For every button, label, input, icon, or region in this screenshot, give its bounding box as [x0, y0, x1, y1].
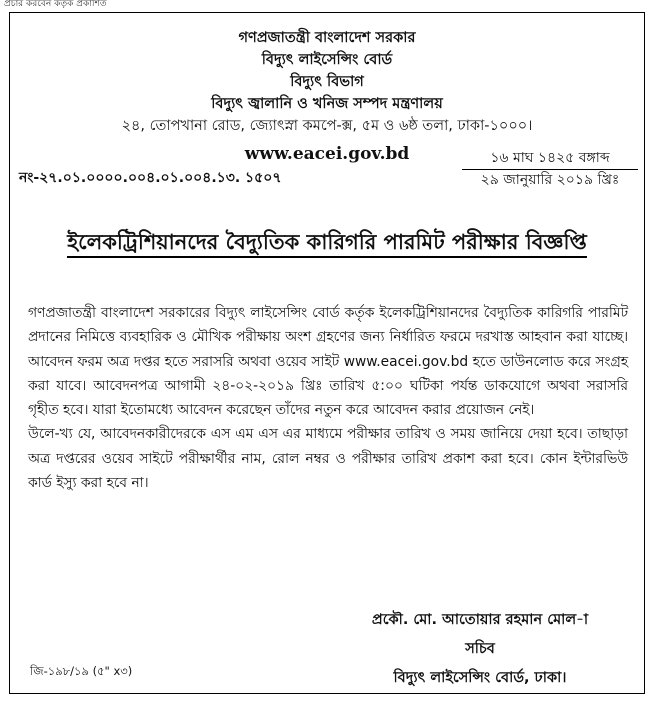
body-paragraph-2: উলে-খ্য যে, আবেদনকারীদেরকে এস এম এস এর মাধ্যমে পরীক্ষার তারিখ ও সময় জানিয়ে দেয়া হবে। তাছাড়া অত্র দপ্তরের ওয়েব সাইটে পরীক্ষার্থীর নাম, রোল নম্বর ও পরীক্ষার তারিখ প্রকাশ করা হবে। কোন ইন্টারভিউ কার্ড ইস্যু করা হবে না। — [28, 426, 629, 492]
division-name: বিদ্যুৎ বিভাগ — [290, 74, 364, 90]
notice-title — [10, 226, 644, 261]
notice-frame — [9, 12, 645, 694]
signatory-name: প্রকৌ. মো. আতোয়ার রহমান মোল-া — [371, 612, 589, 628]
signature-block — [340, 606, 620, 693]
website-url: www.eacei.gov.bd — [244, 144, 410, 164]
date-block — [462, 148, 638, 191]
ad-reference-code: জি-১৯৮/১৯ (৫" x৩) — [30, 664, 133, 678]
top-clipped-text: প্রচার করবেন কর্তৃক প্রকাশিত — [4, 0, 107, 8]
letterhead — [10, 27, 644, 137]
signatory-designation: সচিব — [465, 641, 495, 657]
signatory-office: বিদ্যুৎ লাইসেন্সিং বোর্ড, ঢাকা। — [393, 670, 567, 686]
notice-body — [28, 301, 628, 495]
board-name: বিদ্যুৎ লাইসেন্সিং বোর্ড — [261, 52, 393, 68]
office-address: ২৪, তোপখানা রোড, জ্যোৎস্না কমপে-ক্স, ৫ম ও ৬ষ্ঠ তলা, ঢাকা-১০০০। — [121, 118, 533, 134]
memo-number: নং-২৭.০১.০০০০.০০৪.০১.০০৪.১৩. ১৫০৭ — [19, 170, 282, 186]
bangla-date: ১৬ মাঘ ১৪২৫ বঙ্গাব্দ — [462, 148, 638, 170]
government-name: গণপ্রজাতন্ত্রী বাংলাদেশ সরকার — [238, 30, 416, 46]
gregorian-date: ২৯ জানুয়ারি ২০১৯ খ্রিঃ — [480, 172, 620, 188]
notice-title-text: ইলেকট্রিশিয়ানদের বৈদ্যুতিক কারিগরি পারমিট পরীক্ষার বিজ্ঞপ্তি — [67, 230, 587, 258]
body-paragraph-1: গণপ্রজাতন্ত্রী বাংলাদেশ সরকারের বিদ্যুৎ লাইসেন্সিং বোর্ড কর্তৃক ইলেকট্রিশিয়ানদের বৈদ্যুতিক কারিগরি পারমিট প্রদানের নিমিত্তে ব্যবহারিক ও মৌখিক পরীক্ষায় অংশ গ্রহণের জন্য নির্ধারিত ফরমে দরখাস্ত আহবান করা যাচ্ছে। আবেদন ফরম অত্র দপ্তর হতে সরাসরি অথবা ওয়েব সাইট www.eacei.gov.bd হতে ডাউনলোড করে সংগ্রহ করা যাবে। আবেদনপত্র আগামী ২৪-০২-২০১৯ খ্রিঃ তারিখ ৫:০০ ঘটিকা পর্যন্ত ডাকযোগে অথবা সরাসরি গৃহীত হবে। যারা ইতোমধ্যে আবেদন করেছেন তাঁদের নতুন করে আবেদন করার প্রয়োজন নেই। — [28, 305, 628, 419]
ministry-name: বিদ্যুৎ জ্বালানি ও খনিজ সম্পদ মন্ত্রণালয় — [211, 96, 443, 112]
